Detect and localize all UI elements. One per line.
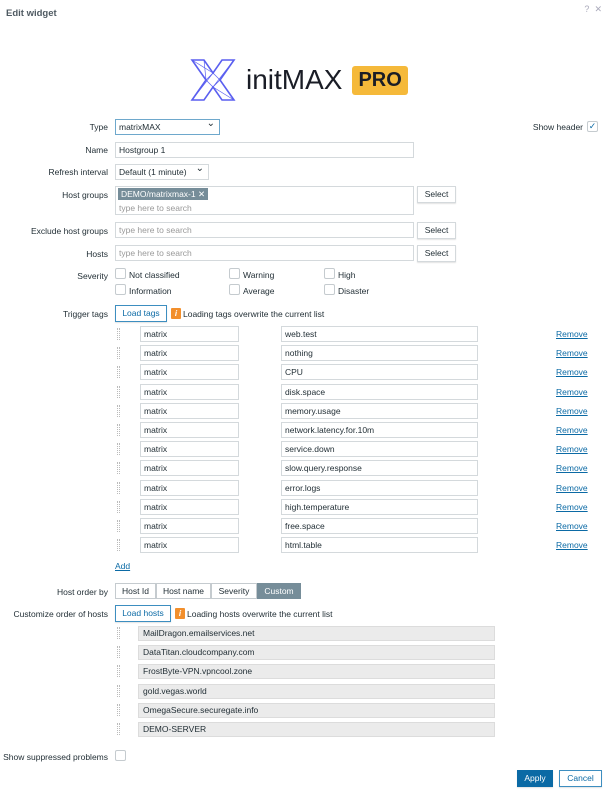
severity-label: Severity <box>77 271 108 281</box>
load-tags-button[interactable]: Load tags <box>115 305 167 322</box>
tag-name-input[interactable]: matrix <box>140 499 239 515</box>
trigger-tags-label: Trigger tags <box>62 309 108 319</box>
logo <box>190 55 408 105</box>
tag-value-input[interactable]: web.test <box>281 326 478 342</box>
drag-handle[interactable] <box>117 405 120 417</box>
host-order-item[interactable]: DataTitan.cloudcompany.com <box>138 645 495 660</box>
exclude-select-button[interactable]: Select <box>417 222 456 239</box>
severity-option-label: Disaster <box>338 286 370 296</box>
initmax-logo-icon <box>190 57 236 103</box>
severity-checkbox[interactable] <box>115 284 126 295</box>
remove-tag-link[interactable]: Remove <box>556 463 588 474</box>
drag-handle[interactable] <box>117 328 120 340</box>
info-icon: i <box>175 608 185 619</box>
severity-option-label: Warning <box>243 270 275 280</box>
severity-checkbox[interactable] <box>324 268 335 279</box>
dialog-controls <box>584 4 602 15</box>
remove-tag-link[interactable]: Remove <box>556 405 588 416</box>
tag-value-input[interactable]: error.logs <box>281 480 478 496</box>
remove-tag-link[interactable]: Remove <box>556 348 588 359</box>
type-label: Type <box>89 122 108 132</box>
tag-name-input[interactable]: matrix <box>140 422 239 438</box>
remove-tag-link[interactable]: Remove <box>556 329 588 339</box>
drag-handle[interactable] <box>117 347 120 359</box>
load-hosts-info: Loading hosts overwrite the current list <box>187 609 333 619</box>
add-tag-link[interactable]: Add <box>115 561 131 571</box>
remove-tag-link[interactable]: Remove <box>556 425 588 435</box>
severity-checkbox[interactable] <box>229 284 240 295</box>
exclude-host-groups-input[interactable]: type here to search <box>115 222 414 238</box>
load-hosts-button[interactable]: Load hosts <box>115 605 171 622</box>
drag-handle[interactable] <box>117 501 120 513</box>
drag-handle[interactable] <box>117 424 120 436</box>
custom-order-label: Customize order of hosts <box>13 609 108 619</box>
host-order-item[interactable]: DEMO-SERVER <box>138 722 495 737</box>
tag-name-input[interactable]: matrix <box>140 345 239 361</box>
logo-text: initMAX <box>246 64 343 95</box>
remove-tag-link[interactable]: Remove <box>556 367 588 378</box>
host-order-item[interactable]: OmegaSecure.securegate.info <box>138 703 495 718</box>
tag-value-input[interactable]: memory.usage <box>281 403 478 419</box>
severity-checkbox[interactable] <box>229 268 240 279</box>
tag-name-input[interactable]: matrix <box>140 480 239 496</box>
tag-name-input[interactable]: matrix <box>140 537 239 553</box>
tag-value-input[interactable]: html.table <box>281 537 478 553</box>
drag-handle[interactable] <box>117 704 120 716</box>
hosts-label: Hosts <box>86 249 108 259</box>
tag-value-input[interactable]: service.down <box>281 441 478 457</box>
logo-badge: PRO <box>352 66 407 95</box>
help-icon[interactable]: ? <box>584 4 590 14</box>
host-groups-label: Host groups <box>62 190 108 200</box>
host-order-label: Host order by <box>56 587 108 597</box>
tag-name-input[interactable]: matrix <box>140 384 239 400</box>
apply-button[interactable]: Apply <box>517 770 553 787</box>
host-order-item[interactable]: MailDragon.emailservices.net <box>138 626 495 641</box>
tag-value-input[interactable]: slow.query.response <box>281 460 478 476</box>
tag-name-input[interactable]: matrix <box>140 460 239 476</box>
drag-handle[interactable] <box>117 665 120 677</box>
remove-tag-link[interactable]: Remove <box>556 444 588 455</box>
severity-option-label: Not classified <box>129 270 180 280</box>
cancel-button[interactable]: Cancel <box>559 770 602 787</box>
suppressed-label: Show suppressed problems <box>3 752 108 762</box>
tag-value-input[interactable]: free.space <box>281 518 478 534</box>
host-order-item[interactable]: FrostByte-VPN.vpncool.zone <box>138 664 495 679</box>
host-groups-placeholder: type here to search <box>119 203 192 213</box>
tag-value-input[interactable]: high.temperature <box>281 499 478 515</box>
host-groups-select-button[interactable]: Select <box>417 186 456 203</box>
show-header-label: Show header <box>532 122 583 132</box>
severity-option-label: High <box>338 270 356 280</box>
close-icon[interactable]: ✕ <box>594 4 602 14</box>
info-icon: i <box>171 308 181 319</box>
drag-handle[interactable] <box>117 520 120 532</box>
tag-name-input[interactable]: matrix <box>140 364 239 380</box>
host-order-item[interactable]: gold.vegas.world <box>138 684 495 699</box>
dialog-title: Edit widget <box>6 8 57 19</box>
refresh-select[interactable]: Default (1 minute) ⌄ <box>115 164 209 180</box>
drag-handle[interactable] <box>117 723 120 735</box>
remove-tag-link[interactable]: Remove <box>556 540 588 551</box>
refresh-label: Refresh interval <box>48 167 108 177</box>
tag-name-input[interactable]: matrix <box>140 403 239 419</box>
tag-value-input[interactable]: disk.space <box>281 384 478 400</box>
name-label: Name <box>85 145 108 155</box>
remove-tag-link[interactable]: Remove <box>556 521 588 531</box>
drag-handle[interactable] <box>117 366 120 378</box>
tag-name-input[interactable]: matrix <box>140 326 239 342</box>
suppressed-checkbox[interactable] <box>115 750 126 761</box>
drag-handle[interactable] <box>117 443 120 455</box>
remove-tag-link[interactable]: Remove <box>556 482 588 493</box>
drag-handle[interactable] <box>117 386 120 398</box>
host-order-option[interactable]: Severity <box>211 583 257 599</box>
host-groups-input[interactable] <box>115 186 414 215</box>
severity-option-label: Average <box>243 286 275 296</box>
chip-label: DEMO/matrixmax-1 <box>121 189 196 199</box>
tag-name-input[interactable]: matrix <box>140 518 239 534</box>
show-header-checkbox[interactable]: ✓ <box>588 121 597 131</box>
hosts-select-button[interactable]: Select <box>417 245 456 262</box>
drag-handle[interactable] <box>117 646 120 658</box>
severity-option-label: Information <box>129 286 172 296</box>
drag-handle[interactable] <box>117 462 120 474</box>
remove-tag-link[interactable]: Remove <box>556 501 588 512</box>
tag-name-input[interactable]: matrix <box>140 441 239 457</box>
remove-tag-link[interactable]: Remove <box>556 386 588 397</box>
name-input[interactable]: Hostgroup 1 <box>115 142 414 158</box>
tag-value-input[interactable]: CPU <box>281 364 478 380</box>
drag-handle[interactable] <box>117 482 120 494</box>
drag-handle[interactable] <box>117 627 120 639</box>
drag-handle[interactable] <box>117 539 120 551</box>
host-order-option[interactable]: Host Id <box>115 583 156 599</box>
hosts-input[interactable]: type here to search <box>115 245 414 261</box>
drag-handle[interactable] <box>117 685 120 697</box>
severity-checkbox[interactable] <box>115 268 126 279</box>
load-tags-info: Loading tags overwrite the current list <box>183 309 325 319</box>
tag-value-input[interactable]: network.latency.for.10m <box>281 422 478 438</box>
severity-checkbox[interactable] <box>324 284 335 295</box>
host-group-chip[interactable] <box>118 188 208 200</box>
chip-remove-icon[interactable]: ✕ <box>198 189 206 199</box>
exclude-host-groups-label: Exclude host groups <box>30 226 108 236</box>
tag-value-input[interactable]: nothing <box>281 345 478 361</box>
host-order-option[interactable]: Custom <box>257 583 301 599</box>
host-order-option[interactable]: Host name <box>156 583 211 599</box>
type-select[interactable]: matrixMAX ⌄ <box>115 119 220 135</box>
